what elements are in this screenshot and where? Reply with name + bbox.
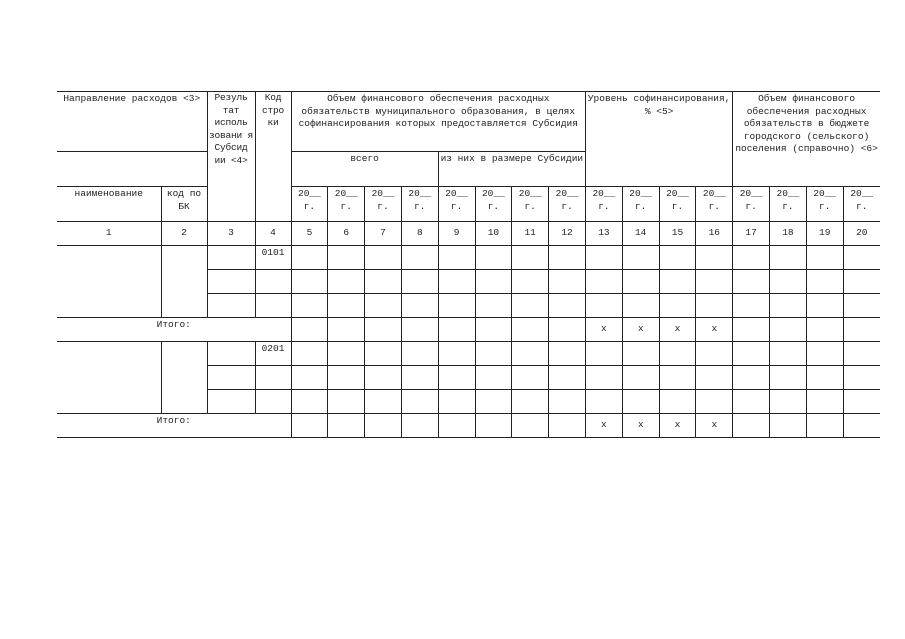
total-mark: x [696, 414, 733, 438]
header-financing-volume: Объем финансового обеспечения расходных обязательств муниципального образования, в целях софинансирования которых предоставляется Субсидия [291, 92, 585, 152]
total-mark: x [622, 318, 659, 342]
row-code-cell: 0201 [255, 342, 291, 366]
result-cell [207, 294, 255, 318]
total-label: Итого: [57, 414, 291, 438]
column-number: 9 [438, 222, 475, 246]
column-number: 18 [770, 222, 807, 246]
total-mark: x [622, 414, 659, 438]
total-mark: x [586, 414, 623, 438]
header-row-code: Код стро ки [255, 92, 291, 222]
year-cell: 20__ г. [659, 187, 696, 222]
header-settlement-budget: Объем финансового обеспечения расходных обязательств в бюджете городского (сельского) поселения (справочно) <6> [733, 92, 880, 187]
column-number: 20 [843, 222, 880, 246]
year-cell: 20__ г. [475, 187, 512, 222]
total-mark: x [659, 318, 696, 342]
row-code-cell: 0101 [255, 246, 291, 270]
year-cell: 20__ г. [770, 187, 807, 222]
year-cell: 20__ г. [733, 187, 770, 222]
header-name: наименование [57, 187, 161, 222]
column-number: 6 [328, 222, 365, 246]
name-cell [57, 342, 161, 414]
column-number: 13 [586, 222, 623, 246]
column-number: 12 [549, 222, 586, 246]
total-mark: x [659, 414, 696, 438]
row-code-cell [255, 294, 291, 318]
total-label: Итого: [57, 318, 291, 342]
header-of-which-subsidy: из них в размере Субсидии [438, 152, 585, 187]
column-number: 4 [255, 222, 291, 246]
column-number: 19 [806, 222, 843, 246]
column-number: 8 [401, 222, 438, 246]
year-cell: 20__ г. [291, 187, 328, 222]
year-cell: 20__ г. [549, 187, 586, 222]
result-cell [207, 366, 255, 390]
column-number: 5 [291, 222, 328, 246]
header-total: всего [291, 152, 438, 187]
column-number: 15 [659, 222, 696, 246]
total-row [57, 318, 880, 342]
column-number: 2 [161, 222, 207, 246]
result-cell [207, 342, 255, 366]
column-number: 16 [696, 222, 733, 246]
column-number: 7 [365, 222, 402, 246]
header-bk-code: код по БК [161, 187, 207, 222]
year-cell: 20__ г. [365, 187, 402, 222]
year-cell: 20__ г. [806, 187, 843, 222]
table-row [57, 246, 880, 270]
column-number: 14 [622, 222, 659, 246]
year-cell: 20__ г. [438, 187, 475, 222]
column-number: 10 [475, 222, 512, 246]
year-cell: 20__ г. [696, 187, 733, 222]
bk-code-cell [161, 246, 207, 318]
column-number: 11 [512, 222, 549, 246]
bk-code-cell [161, 342, 207, 414]
subsidy-report-table [57, 91, 880, 438]
year-cell: 20__ г. [843, 187, 880, 222]
total-mark: x [696, 318, 733, 342]
total-row [57, 414, 880, 438]
year-cell: 20__ г. [586, 187, 623, 222]
row-code-cell [255, 390, 291, 414]
result-cell [207, 390, 255, 414]
table-row [57, 342, 880, 366]
header-direction-spacer [57, 152, 207, 187]
header-result: Резуль тат исполь зовани я Субсид ии <4> [207, 92, 255, 222]
result-cell [207, 246, 255, 270]
year-cell: 20__ г. [622, 187, 659, 222]
name-cell [57, 246, 161, 318]
row-code-cell [255, 366, 291, 390]
year-cell: 20__ г. [328, 187, 365, 222]
column-number: 1 [57, 222, 161, 246]
total-mark: x [586, 318, 623, 342]
header-direction: Направление расходов <3> [57, 92, 207, 152]
row-code-cell [255, 270, 291, 294]
header-cofinancing-level: Уровень софинансирования, % <5> [586, 92, 733, 187]
year-cell: 20__ г. [401, 187, 438, 222]
column-number: 3 [207, 222, 255, 246]
result-cell [207, 270, 255, 294]
column-number: 17 [733, 222, 770, 246]
year-cell: 20__ г. [512, 187, 549, 222]
